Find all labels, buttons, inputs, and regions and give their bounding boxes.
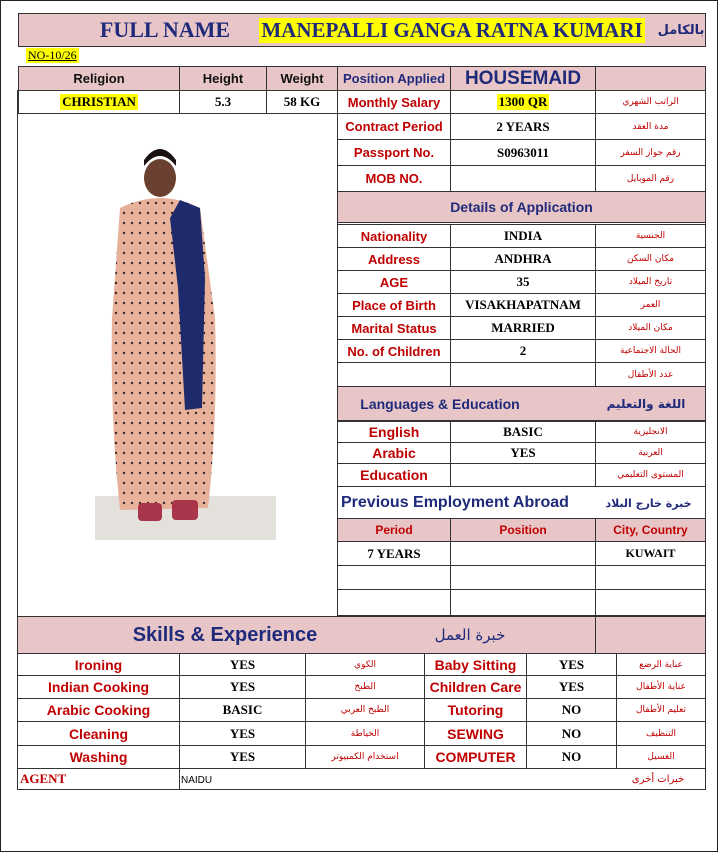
app-row-arabic: مكان السكن bbox=[595, 247, 706, 271]
passport-arabic: رقم جواز السفر bbox=[595, 139, 706, 166]
skills-section-arabic: خبرة العمل bbox=[434, 626, 506, 644]
full-name-label: FULL NAME bbox=[99, 17, 231, 42]
app-row-value: INDIA bbox=[450, 224, 596, 248]
employment-col-position: Position bbox=[450, 518, 596, 542]
passport-value: S0963011 bbox=[450, 139, 596, 166]
skill-left-label: Ironing bbox=[17, 653, 180, 676]
weight-value: 58 KG bbox=[266, 90, 338, 114]
education-value bbox=[450, 463, 596, 487]
app-row-value: VISAKHAPATNAM bbox=[450, 293, 596, 317]
employment-row-position bbox=[450, 589, 596, 616]
agent-arabic: خبرات أخرى bbox=[631, 773, 685, 785]
skill-left-arabic: الطبخ العربي bbox=[305, 698, 425, 722]
app-row-label: Marital Status bbox=[337, 316, 451, 340]
position-spacer bbox=[595, 66, 706, 91]
mobile-label: MOB NO. bbox=[337, 165, 451, 192]
app-row-label: AGE bbox=[337, 270, 451, 294]
employment-row-period bbox=[337, 589, 451, 616]
skills-bar-divider bbox=[595, 616, 596, 654]
app-row-value bbox=[450, 362, 596, 387]
agent-label: AGENT bbox=[20, 771, 67, 786]
skill-right-arabic: تعليم الأطفال bbox=[616, 698, 706, 722]
app-row-arabic: تاريخ الميلاد bbox=[595, 270, 706, 294]
skill-right-value: YES bbox=[526, 675, 617, 699]
full-name-arabic: بالكامل bbox=[657, 22, 705, 38]
skill-right-value: NO bbox=[526, 745, 617, 769]
employment-section-arabic: خبرة خارج البلاد bbox=[605, 496, 692, 510]
skills-section-title: Skills & Experience bbox=[132, 623, 318, 646]
skill-right-arabic: التنظيف bbox=[616, 721, 706, 746]
religion-header: Religion bbox=[18, 66, 180, 91]
religion-value: CHRISTIAN bbox=[62, 94, 136, 109]
salary-label: Monthly Salary bbox=[337, 90, 451, 114]
skill-right-label: COMPUTER bbox=[424, 745, 527, 769]
skill-left-label: Indian Cooking bbox=[17, 675, 180, 699]
skill-right-label: Tutoring bbox=[424, 698, 527, 722]
salary-value-cell bbox=[450, 90, 596, 114]
mobile-arabic: رقم الموبايل bbox=[595, 165, 706, 192]
agent-value: NAIDU bbox=[181, 774, 213, 786]
app-row-arabic: الجنسية bbox=[595, 224, 706, 248]
employment-row-position bbox=[450, 565, 596, 590]
employment-row-city bbox=[595, 565, 706, 590]
candidate-photo-svg bbox=[40, 118, 276, 540]
skill-right-label: SEWING bbox=[424, 721, 527, 746]
app-row-label: Place of Birth bbox=[337, 293, 451, 317]
language-value: BASIC bbox=[450, 421, 596, 443]
skill-left-value: BASIC bbox=[179, 698, 306, 722]
candidate-photo bbox=[40, 118, 276, 540]
employment-col-period: Period bbox=[337, 518, 451, 542]
passport-label: Passport No. bbox=[337, 139, 451, 166]
salary-value: 1300 QR bbox=[498, 94, 548, 109]
application-section-title: Details of Application bbox=[337, 191, 706, 223]
app-row-arabic: عدد الأطفال bbox=[595, 362, 706, 387]
contract-period-value: 2 YEARS bbox=[450, 113, 596, 140]
agent-divider bbox=[179, 768, 180, 790]
app-row-value: 35 bbox=[450, 270, 596, 294]
skill-left-value: YES bbox=[179, 745, 306, 769]
skill-left-arabic: الطبخ bbox=[305, 675, 425, 699]
app-row-value: 2 bbox=[450, 339, 596, 363]
languages-section-title: Languages & Education bbox=[360, 396, 520, 412]
position-value: HOUSEMAID bbox=[450, 66, 596, 91]
language-arabic: العربية bbox=[595, 442, 706, 464]
skill-left-arabic: الكوي bbox=[305, 653, 425, 676]
employment-row-period bbox=[337, 565, 451, 590]
skill-left-value: YES bbox=[179, 675, 306, 699]
app-row-value: ANDHRA bbox=[450, 247, 596, 271]
app-row-label bbox=[337, 362, 451, 387]
skill-right-arabic: عناية الأطفال bbox=[616, 675, 706, 699]
skill-left-label: Washing bbox=[17, 745, 180, 769]
app-row-arabic: العمر bbox=[595, 293, 706, 317]
employment-row-period: 7 YEARS bbox=[337, 541, 451, 566]
education-label: Education bbox=[337, 463, 451, 487]
full-name-text: MANEPALLI GANGA RATNA KUMARI bbox=[261, 17, 643, 42]
skill-right-arabic: عناية الرضع bbox=[616, 653, 706, 676]
skill-left-arabic: استخدام الكمبيوتر bbox=[305, 745, 425, 769]
app-row-label: Address bbox=[337, 247, 451, 271]
skill-right-label: Baby Sitting bbox=[424, 653, 527, 676]
education-arabic: المستوى التعليمي bbox=[595, 463, 706, 487]
height-header: Height bbox=[179, 66, 267, 91]
religion-value-cell bbox=[18, 90, 180, 114]
mobile-value bbox=[450, 165, 596, 192]
skill-left-value: YES bbox=[179, 653, 306, 676]
height-value: 5.3 bbox=[179, 90, 267, 114]
skill-right-value: YES bbox=[526, 653, 617, 676]
employment-section-title: Previous Employment Abroad bbox=[341, 494, 569, 511]
photo-area-border-left bbox=[17, 90, 18, 617]
contract-period-label: Contract Period bbox=[337, 113, 451, 140]
skill-left-label: Arabic Cooking bbox=[17, 698, 180, 722]
app-row-label: Nationality bbox=[337, 224, 451, 248]
skill-right-arabic: الغسيل bbox=[616, 745, 706, 769]
skill-left-value: YES bbox=[179, 721, 306, 746]
language-label: English bbox=[337, 421, 451, 443]
languages-section-arabic: اللغة والتعليم bbox=[606, 397, 686, 411]
contract-period-arabic: مدة العقد bbox=[595, 113, 706, 140]
language-label: Arabic bbox=[337, 442, 451, 464]
position-label: Position Applied bbox=[337, 66, 451, 91]
employment-row-city: KUWAIT bbox=[595, 541, 706, 566]
skill-right-label: Children Care bbox=[424, 675, 527, 699]
employment-row-city bbox=[595, 589, 706, 616]
reference-number: NO-10/26 bbox=[28, 48, 77, 62]
app-row-arabic: مكان الميلاد bbox=[595, 316, 706, 340]
skill-left-arabic: الخياطة bbox=[305, 721, 425, 746]
skill-right-value: NO bbox=[526, 698, 617, 722]
language-arabic: الانجليزية bbox=[595, 421, 706, 443]
salary-arabic: الراتب الشهري bbox=[595, 90, 706, 114]
app-row-value: MARRIED bbox=[450, 316, 596, 340]
app-row-arabic: الحالة الاجتماعية bbox=[595, 339, 706, 363]
weight-header: Weight bbox=[266, 66, 338, 91]
app-row-label: No. of Children bbox=[337, 339, 451, 363]
employment-col-city: City, Country bbox=[595, 518, 706, 542]
employment-row-position bbox=[450, 541, 596, 566]
skill-left-label: Cleaning bbox=[17, 721, 180, 746]
skill-right-value: NO bbox=[526, 721, 617, 746]
language-value: YES bbox=[450, 442, 596, 464]
full-name-value bbox=[252, 17, 652, 43]
